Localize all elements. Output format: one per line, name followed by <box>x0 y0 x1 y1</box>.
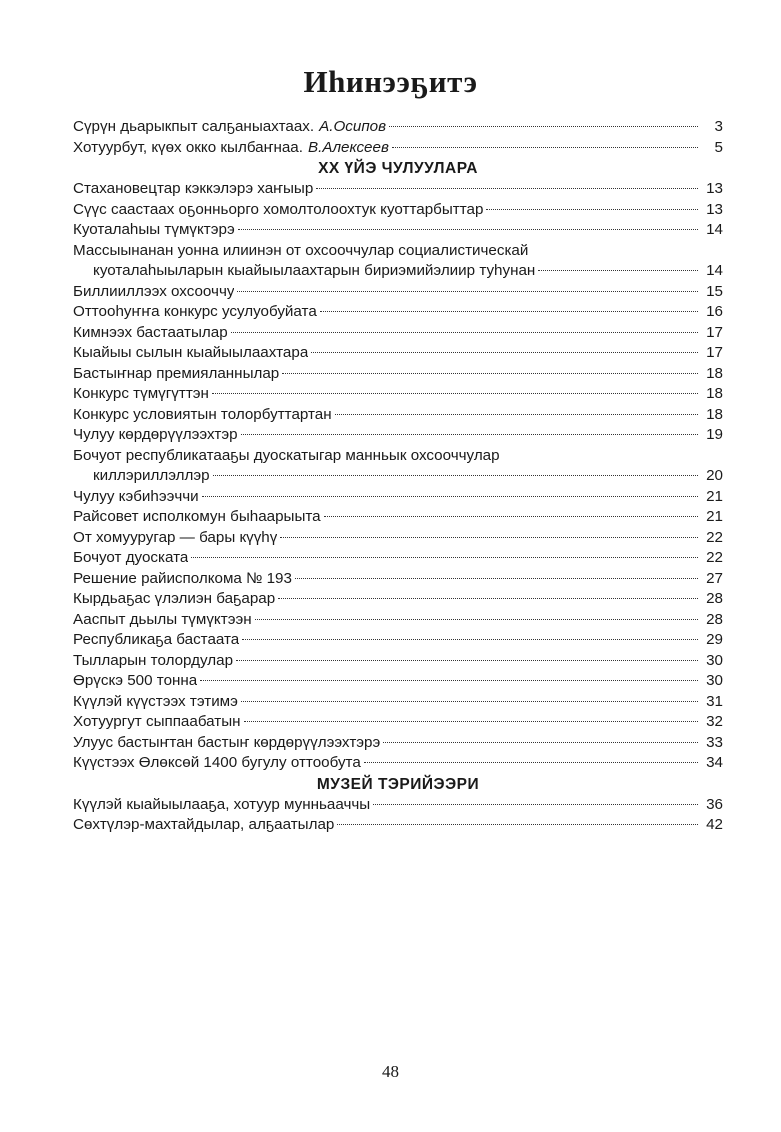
toc-entry-page: 30 <box>706 651 723 669</box>
toc-entry-page: 34 <box>706 754 723 771</box>
dot-leader <box>278 598 698 599</box>
toc-entry-page: 13 <box>706 180 723 197</box>
dot-leader <box>311 352 698 353</box>
dot-leader <box>389 126 698 127</box>
toc-entry-page: 36 <box>706 795 723 813</box>
table-of-contents <box>73 117 723 836</box>
toc-entry-title: Сүүс саастаах оҕонньорго хомолтолоохтук куоттарбыттар <box>73 200 484 218</box>
toc-entry-line: Бочуот республикатааҕы дуоскатыгар манньык охсооччулар <box>73 446 500 464</box>
toc-entry <box>73 610 723 631</box>
dot-leader <box>241 434 698 435</box>
toc-entry-title: Стахановецтар кэккэлэрэ хаҥыыр <box>73 180 314 197</box>
toc-entry <box>73 795 723 816</box>
toc-entry-page: 18 <box>706 385 723 402</box>
dot-leader <box>212 393 698 394</box>
toc-entry <box>73 589 723 610</box>
toc-entry <box>73 138 723 159</box>
dot-leader <box>335 414 698 415</box>
dot-leader <box>237 291 698 292</box>
section-heading-1: ХХ ҮЙЭ ЧУЛУУЛАРА <box>318 160 478 177</box>
toc-entry-page: 15 <box>706 282 723 300</box>
toc-entry <box>73 200 723 221</box>
toc-entry-page: 29 <box>706 631 723 648</box>
toc-entry-title: Биллииллээх охсооччу <box>73 282 235 300</box>
toc-entry <box>73 302 723 323</box>
toc-entry-title: Сөхтүлэр-махтайдылар, алҕаатылар <box>73 816 335 833</box>
toc-entry-title: Бочуот дуоската <box>73 549 189 566</box>
toc-entry <box>73 815 723 836</box>
page-number: 48 <box>382 1062 399 1081</box>
dot-leader <box>280 537 698 538</box>
dot-leader <box>213 475 698 476</box>
toc-entry <box>73 261 723 282</box>
toc-entry <box>73 692 723 713</box>
toc-entry-page: 18 <box>706 405 723 423</box>
dot-leader <box>538 270 698 271</box>
toc-entry <box>73 569 723 590</box>
top-entries <box>73 117 723 158</box>
toc-entry-title: Бастыҥнар премияланнылар <box>73 364 280 382</box>
toc-entry <box>73 487 723 508</box>
dot-leader <box>392 147 698 148</box>
toc-entry <box>73 220 723 241</box>
toc-entry-title: Хотуургут сыппаабатын <box>73 713 241 730</box>
dot-leader <box>238 229 698 230</box>
section-1-entries <box>73 179 723 774</box>
toc-entry-title: Өрүскэ 500 тонна <box>73 672 198 689</box>
toc-entry-title: куоталаhыыларын кыайыылаахтарын бириэмийэлиир туhунан <box>93 262 536 279</box>
dot-leader <box>231 332 698 333</box>
toc-entry-author: А.Осипов <box>319 118 387 135</box>
toc-entry-page: 22 <box>706 528 723 546</box>
toc-entry-page: 5 <box>714 138 723 156</box>
dot-leader <box>383 742 698 743</box>
toc-entry <box>73 733 723 754</box>
toc-entry <box>73 466 723 487</box>
toc-entry <box>73 651 723 672</box>
toc-entry-page: 42 <box>706 816 723 833</box>
dot-leader <box>364 762 698 763</box>
dot-leader <box>486 209 698 210</box>
dot-leader <box>337 824 698 825</box>
toc-entry-title: Чулуу кэбиhээччи <box>73 487 199 505</box>
section-2-entries <box>73 795 723 836</box>
toc-entry-page: 21 <box>706 487 723 505</box>
toc-entry <box>73 671 723 692</box>
dot-leader <box>202 496 698 497</box>
toc-entry-title: Кыайыы сылын кыайыылаахтара <box>73 344 309 361</box>
toc-entry <box>73 179 723 200</box>
dot-leader <box>282 373 698 374</box>
dot-leader <box>373 804 698 805</box>
toc-entry-page: 17 <box>706 323 723 341</box>
toc-entry <box>73 548 723 569</box>
toc-entry <box>73 507 723 528</box>
toc-entry <box>73 343 723 364</box>
toc-entry-page: 13 <box>706 200 723 218</box>
toc-entry-page: 16 <box>706 303 723 320</box>
toc-entry-author: В.Алексеев <box>307 138 389 156</box>
toc-entry-page: 14 <box>706 262 723 279</box>
toc-entry-page: 33 <box>706 733 723 751</box>
toc-entry-title: Хотуурбут, күөх окко кылбаҥнаа. <box>73 138 303 156</box>
toc-entry-title: Куоталаhыы түмүктэрэ <box>73 221 235 238</box>
toc-entry <box>73 364 723 385</box>
toc-entry-page: 32 <box>706 713 723 730</box>
toc-entry-title: Улуус бастыҥтан бастыҥ көрдөрүүлээхтэрэ <box>73 733 381 751</box>
toc-entry-page: 17 <box>706 344 723 361</box>
dot-leader <box>241 701 698 702</box>
toc-entry <box>73 753 723 774</box>
toc-entry-title: Решение райисполкома № 193 <box>73 569 292 587</box>
toc-entry-page: 28 <box>706 610 723 628</box>
toc-entry-page: 31 <box>706 692 723 710</box>
toc-entry <box>73 712 723 733</box>
dot-leader <box>295 578 698 579</box>
toc-entry-title: Оттооhуҥҥа конкурс усулуобуйата <box>73 303 317 320</box>
toc-entry <box>73 425 723 446</box>
page-title: Иhинээҕитэ <box>303 64 478 99</box>
dot-leader <box>244 721 698 722</box>
toc-entry-title: Кимнээх бастаатылар <box>73 323 228 341</box>
toc-entry-page: 14 <box>706 221 723 238</box>
toc-entry-title: Чулуу көрдөрүүлээхтэр <box>73 426 238 443</box>
toc-entry <box>73 384 723 405</box>
toc-entry <box>73 282 723 303</box>
toc-entry-page: 21 <box>706 508 723 525</box>
toc-entry-title: Күүлэй кыайыылааҕа, хотуур мунньааччы <box>73 795 371 813</box>
dot-leader <box>242 639 698 640</box>
toc-entry-page: 19 <box>706 426 723 443</box>
toc-entry-page: 20 <box>706 467 723 484</box>
dot-leader <box>255 619 698 620</box>
toc-entry-title: Кырдьаҕас үлэлиэн баҕарар <box>73 590 276 607</box>
toc-entry <box>73 117 723 138</box>
toc-entry-title: Конкурс түмүгүттэн <box>73 385 209 402</box>
dot-leader <box>200 680 698 681</box>
toc-entry-title: Конкурс условиятын толорбуттартан <box>73 405 332 423</box>
toc-entry <box>73 528 723 549</box>
toc-entry-title: Күүлэй күүстээх тэтимэ <box>73 692 238 710</box>
toc-entry-title: Сүрүн дьарыкпыт салҕаныахтаах. <box>73 118 315 135</box>
toc-entry-title: Республикаҕа бастаата <box>73 631 240 648</box>
toc-entry-page: 30 <box>706 672 723 689</box>
toc-entry-title: Райсовет исполкомун быhаарыыта <box>73 508 321 525</box>
toc-entry <box>73 323 723 344</box>
dot-leader <box>191 557 698 558</box>
toc-entry-page: 28 <box>706 590 723 607</box>
toc-entry-page: 22 <box>706 549 723 566</box>
toc-entry-page: 3 <box>714 118 723 135</box>
toc-entry-title: Ааспыт дьылы түмүктээн <box>73 610 252 628</box>
toc-entry-title: Тылларын толордулар <box>73 651 234 669</box>
toc-entry-title: киллэриллэллэр <box>93 467 210 484</box>
toc-entry-page: 18 <box>706 364 723 382</box>
toc-entry <box>73 630 723 651</box>
section-heading-2: МУЗЕЙ ТЭРИЙЭЭРИ <box>316 775 480 793</box>
dot-leader <box>324 516 698 517</box>
toc-entry <box>73 405 723 426</box>
toc-entry-line: Массыынанан уонна илиинэн от охсооччулар социалистическай <box>73 241 529 259</box>
toc-entry-title: Күүстээх Өлөксөй 1400 бугулу оттообута <box>73 754 361 771</box>
toc-entry-page: 27 <box>706 569 723 587</box>
dot-leader <box>316 188 698 189</box>
dot-leader <box>236 660 698 661</box>
toc-entry-title: От хомууругар — бары күүhү <box>73 528 278 546</box>
dot-leader <box>320 311 698 312</box>
